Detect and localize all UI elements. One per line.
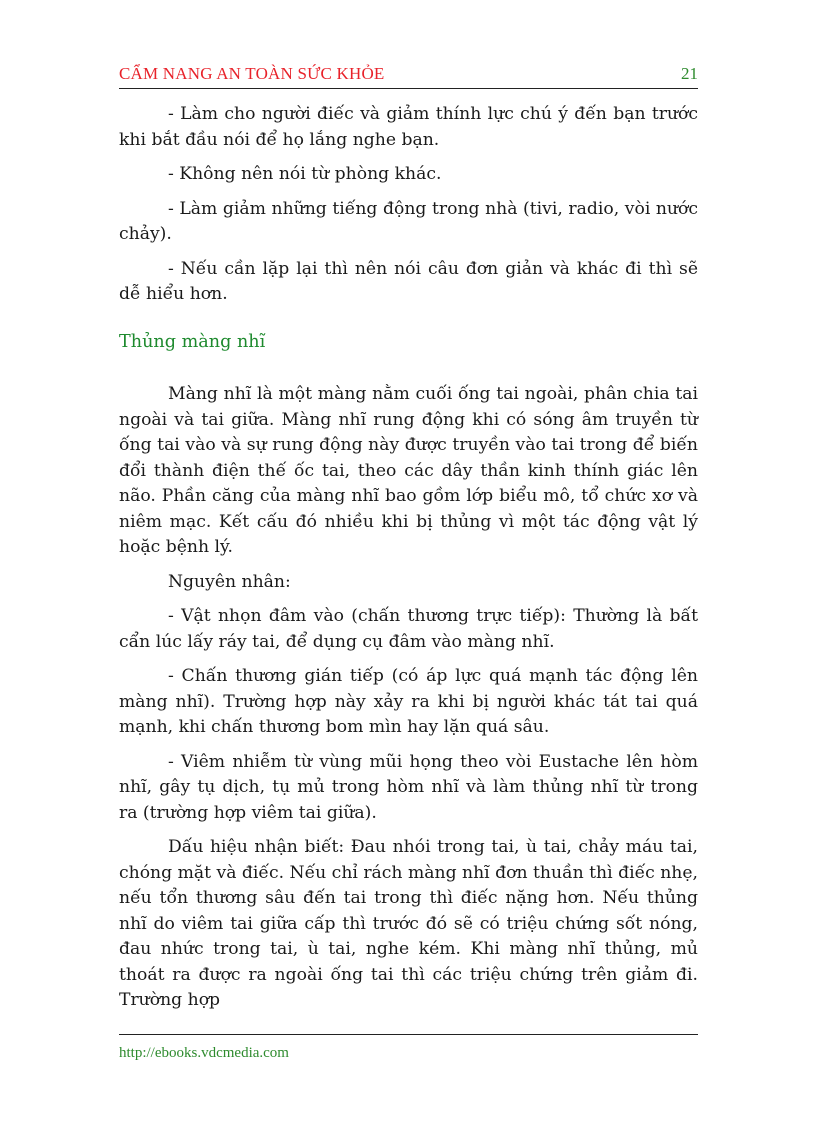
page-number: 21 [681,64,698,83]
paragraph: - Vật nhọn đâm vào (chấn thương trực tiếp): Thường là bất cẩn lúc lấy ráy tai, để dụng cụ đâm vào màng nhĩ. [119,606,698,652]
paragraph: - Nếu cần lặp lại thì nên nói câu đơn giản và khác đi thì sẽ dễ hiểu hơn. [119,258,698,304]
paragraph: Màng nhĩ là một màng nằm cuối ống tai ngoài, phân chia tai ngoài và tai giữa. Màng nhĩ rung động khi có sóng âm truyền từ ống tai vào và sự rung động này được truyền vào tai trong để biến đổi thành điện thế ốc tai, theo các dây thần kinh thính giác lên não. Phần căng của màng nhĩ bao gồm lớp biểu mô, tổ chức xơ và niêm mạc. Kết cấu đó nhiều khi bị thủng vì một tác động vật lý hoặc bệnh lý. [119,384,698,557]
paragraph: - Làm giảm những tiếng động trong nhà (tivi, radio, vòi nước chảy). [119,198,698,244]
page-footer [119,1034,698,1061]
page-header [119,62,698,89]
footer-link[interactable]: http://ebooks.vdcmedia.com [119,1045,289,1061]
page-content [119,102,698,1023]
header-title: CẨM NANG AN TOÀN SỨC KHỎE [119,64,385,83]
paragraph: - Làm cho người điếc và giảm thính lực chú ý đến bạn trước khi bắt đầu nói để họ lắng nghe bạn. [119,104,698,150]
paragraph: - Viêm nhiễm từ vùng mũi họng theo vòi Eustache lên hòm nhĩ, gây tụ dịch, tụ mủ trong hòm nhĩ và làm thủng nhĩ từ trong ra (trường hợp viêm tai giữa). [119,751,698,823]
paragraph: Dấu hiệu nhận biết: Đau nhói trong tai, ù tai, chảy máu tai, chóng mặt và điếc. Nếu chỉ rách màng nhĩ đơn thuần thì điếc nhẹ, nếu tổn thương sâu đến tai trong thì điếc nặng hơn. Nếu thủng nhĩ do viêm tai giữa cấp thì trước đó sẽ có triệu chứng sốt nóng, đau nhức trong tai, ù tai, nghe kém. Khi màng nhĩ thủng, mủ thoát ra được ra ngoài ống tai thì các triệu chứng trên giảm đi. Trường hợp [119,837,699,1010]
section-heading: Thủng màng nhĩ [119,331,266,352]
paragraph: - Không nên nói từ phòng khác. [168,164,442,184]
paragraph: Nguyên nhân: [168,571,291,592]
paragraph: - Chấn thương gián tiếp (có áp lực quá mạnh tác động lên màng nhĩ). Trường hợp này xảy ra khi bị người khác tát tai quá mạnh, khi chấn thương bom mìn hay lặn quá sâu. [119,666,698,737]
